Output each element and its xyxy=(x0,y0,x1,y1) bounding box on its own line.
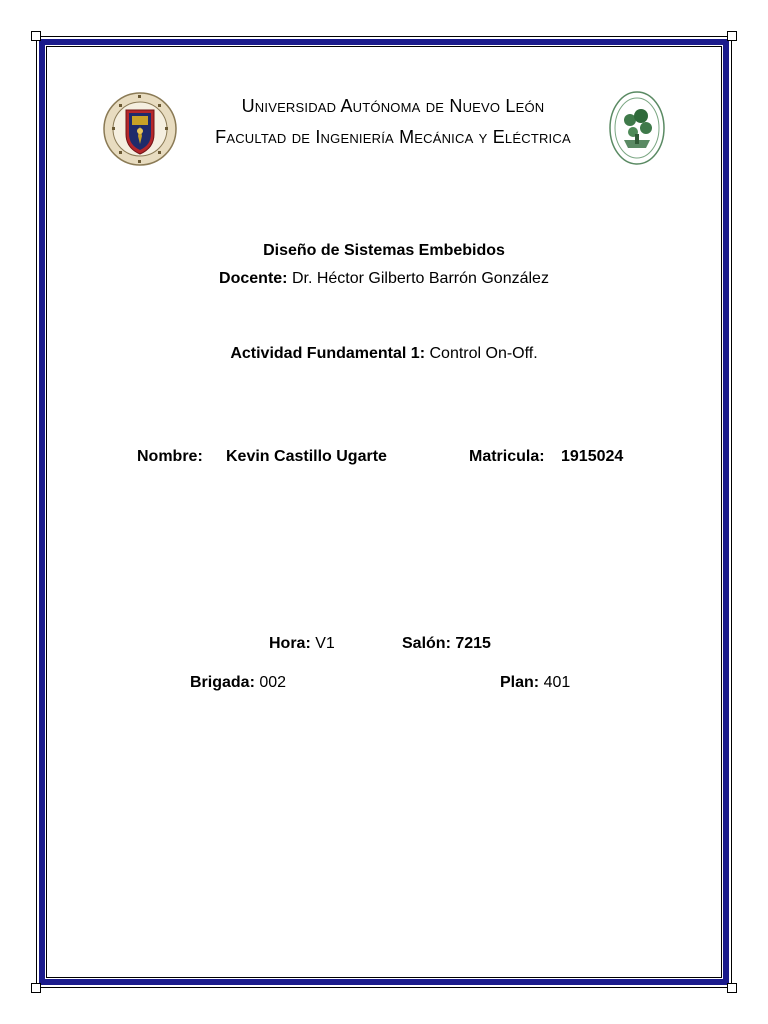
faculty-name: Facultad de Ingeniería Mecánica y Eléctrica xyxy=(215,127,571,147)
hora-field xyxy=(269,635,335,653)
name-label: Nombre: xyxy=(137,448,203,465)
hora-value: V1 xyxy=(315,635,335,652)
activity-value: Control On-Off. xyxy=(429,345,538,362)
hora-label: Hora: xyxy=(269,635,311,652)
uanl-seal-logo xyxy=(102,90,178,168)
border-corner-bottom-right xyxy=(727,983,737,993)
activity-line xyxy=(0,345,768,363)
teacher-name: Dr. Héctor Gilberto Barrón González xyxy=(291,270,549,287)
brigada-label: Brigada: xyxy=(190,674,255,691)
border-corner-top-right xyxy=(727,31,737,41)
page-border-inner xyxy=(46,46,722,978)
matricula-value: 1915024 xyxy=(561,448,624,465)
course-title: Diseño de Sistemas Embebidos xyxy=(263,242,505,259)
salon-field xyxy=(402,635,491,653)
activity-label: Actividad Fundamental 1: xyxy=(230,345,426,362)
university-name: Universidad Autónoma de Nuevo León xyxy=(241,96,545,116)
plan-value: 401 xyxy=(543,674,571,691)
border-corner-top-left xyxy=(31,31,41,41)
teacher-label: Docente: xyxy=(219,270,288,287)
teacher-line xyxy=(0,270,768,288)
fime-seal-logo xyxy=(608,90,666,166)
plan-label: Plan: xyxy=(500,674,540,691)
brigada-field xyxy=(190,674,286,692)
brigada-value: 002 xyxy=(259,674,287,691)
salon-value: 7215 xyxy=(455,635,491,652)
salon-label: Salón: xyxy=(402,635,451,652)
border-corner-bottom-left xyxy=(31,983,41,993)
student-name: Kevin Castillo Ugarte xyxy=(226,448,387,465)
matricula-label: Matricula: xyxy=(469,448,545,465)
plan-field xyxy=(500,674,570,692)
